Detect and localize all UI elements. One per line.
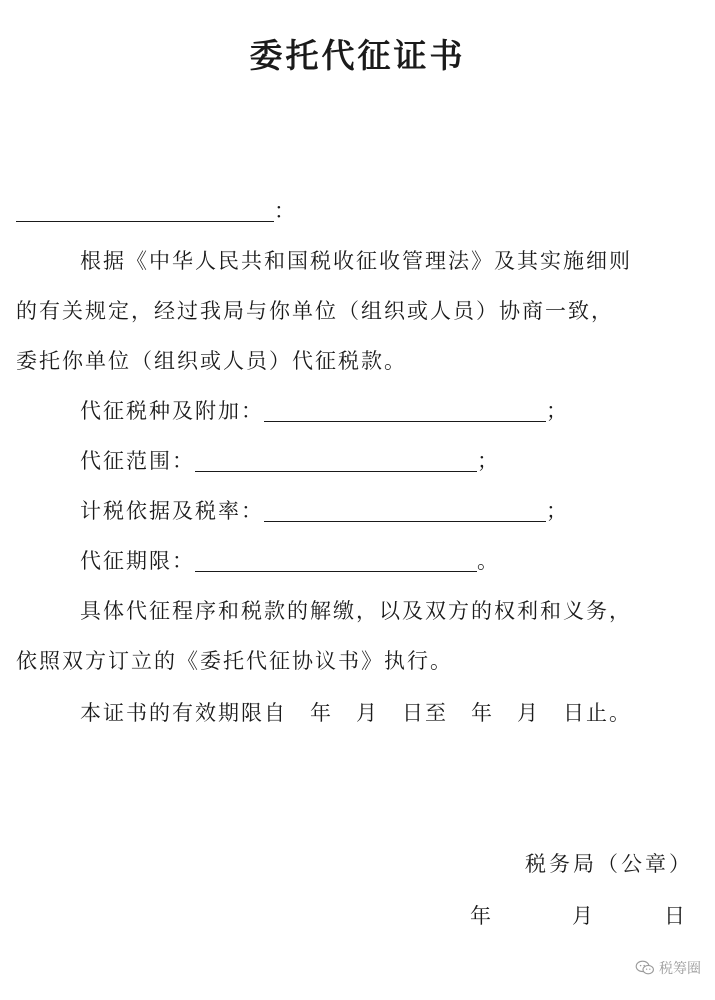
paragraph-1-line-3: 委托你单位（组织或人员）代征税款。 [16, 349, 407, 373]
validity-line: 本证书的有效期限自 年 月 日至 年 月 日止。 [80, 701, 632, 725]
field-period-blank[interactable] [195, 549, 477, 572]
field-scope-label: 代征范围： [80, 449, 195, 473]
paragraph-2-line-2: 依照双方订立的《委托代征协议书》执行。 [16, 649, 453, 673]
field-basis-blank[interactable] [264, 499, 546, 522]
field-scope [80, 445, 500, 475]
addressee-blank[interactable] [16, 199, 274, 222]
watermark [635, 958, 701, 978]
field-basis-end: ； [546, 499, 569, 523]
wechat-icon [635, 960, 655, 976]
field-tax-types-blank[interactable] [264, 399, 546, 422]
issuer-seal-line: 税务局（公章） [525, 852, 693, 876]
field-period [80, 545, 500, 575]
field-period-label: 代征期限： [80, 549, 195, 573]
field-scope-blank[interactable] [195, 449, 477, 472]
watermark-text: 税筹圈 [659, 961, 701, 977]
field-tax-types-end: ； [546, 399, 569, 423]
field-scope-end: ； [477, 449, 500, 473]
field-tax-types [80, 395, 569, 425]
field-tax-types-label: 代征税种及附加： [80, 399, 264, 423]
sign-year: 年 [470, 904, 494, 928]
field-basis [80, 495, 569, 525]
document-title: 委托代征证书 [249, 36, 466, 75]
addressee-line [16, 195, 297, 225]
field-period-end: 。 [477, 549, 500, 573]
sign-day: 日 [664, 904, 688, 928]
paragraph-1-line-2: 的有关规定，经过我局与你单位（组织或人员）协商一致， [16, 299, 614, 323]
field-basis-label: 计税依据及税率： [80, 499, 264, 523]
paragraph-2-line-1: 具体代征程序和税款的解缴，以及双方的权利和义务， [80, 599, 632, 623]
sign-month: 月 [572, 904, 596, 928]
addressee-colon: ： [274, 199, 297, 223]
paragraph-1-line-1: 根据《中华人民共和国税收征收管理法》及其实施细则 [80, 249, 632, 273]
